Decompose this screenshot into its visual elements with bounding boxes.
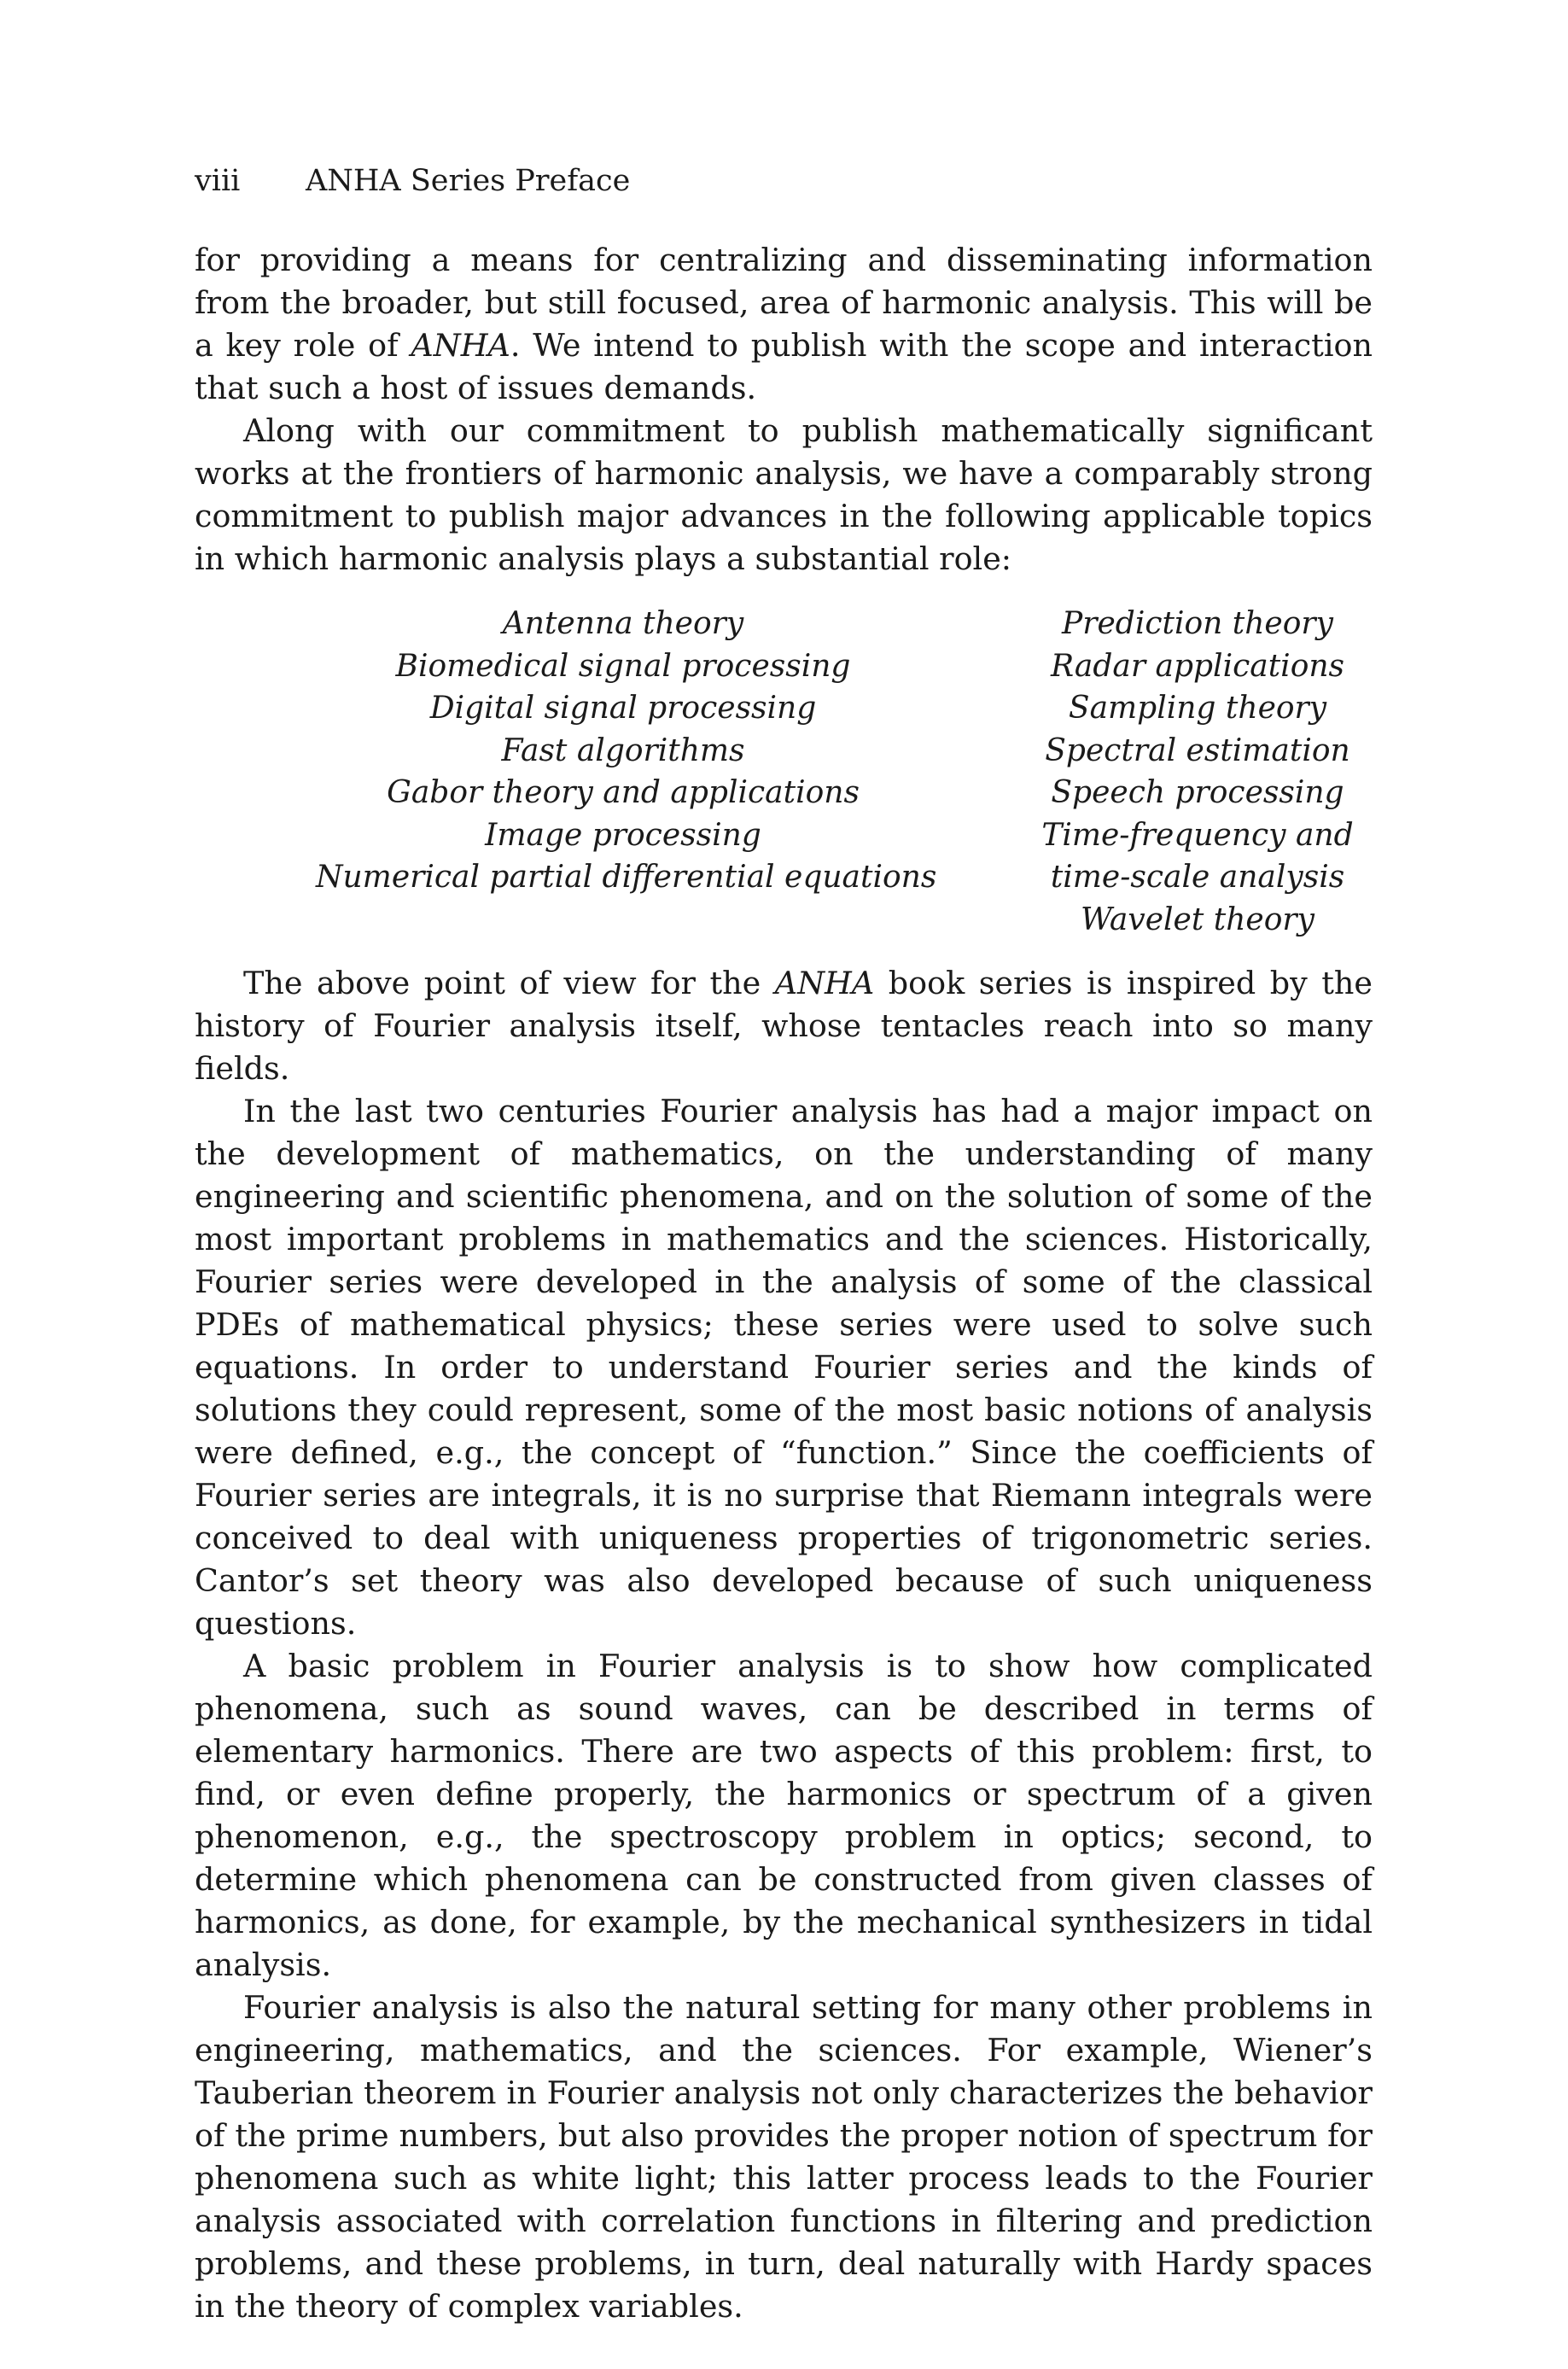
topic-item: Antenna theory (502, 606, 744, 641)
topic-column-right (924, 603, 1471, 941)
topic-item: Speech processing (1051, 775, 1344, 810)
topic-item: Numerical partial differential equations (316, 860, 937, 895)
topic-item: Fast algorithms (501, 732, 745, 768)
topic-item: Radar applications (1050, 648, 1345, 684)
body-text-bottom (195, 962, 1373, 2328)
paragraph-continued (195, 239, 1373, 410)
paragraph-natural-setting: Fourier analysis is also the natural setting for many other problems in engineering, mathematics, and the sciences. For example, Wiener’s Tauberian theorem in Fourier analysis not only characterizes the behavior of the prime numbers, but also provides the proper notion of spectrum for phenomena such as white light; this latter process leads to the Fourier analysis associated with correlation functions in filtering and prediction problems, and these problems, in turn, deal naturally with Hardy spaces in the theory of complex variables. (195, 1989, 1373, 2325)
topic-item: time-scale analysis (1050, 860, 1345, 895)
topic-item: Biomedical signal processing (395, 648, 851, 684)
topic-item: Prediction theory (1062, 606, 1333, 641)
series-name-emphasis: ANHA (774, 965, 875, 1001)
body-text-top (195, 239, 1373, 581)
topic-item: Gabor theory and applications (387, 775, 860, 810)
paragraph-3-text-a: The above point of view for the (243, 965, 775, 1001)
topic-item: Time-frequency and (1041, 817, 1354, 853)
paragraph-basic-problem: A basic problem in Fourier analysis is to show how complicated phenomena, such as sound waves, can be described in terms of elementary harmonics. There are two aspects of this problem: first, to find, or even define properly, the harmonics or spectrum of a given phenomenon, e.g., the spectroscopy problem in optics; second, to determine which phenomena can be constructed from given classes of harmonics, as done, for example, by the mechanical synthesizers in tidal analysis. (195, 1648, 1373, 1983)
topic-item: Spectral estimation (1045, 732, 1350, 768)
running-head-title: ANHA Series Preface (306, 164, 631, 198)
paragraph-1-text-a: for providing a means for centralizing and disseminating information from the broader, but still focused, area of harmonic analysis. This will be a key role of (195, 242, 1373, 364)
topic-item: Digital signal processing (429, 691, 817, 726)
paragraph-3-text-b: book series is inspired by the history of Fourier analysis itself, whose tentacles reach into so many fields. (195, 965, 1373, 1087)
topic-item: Sampling theory (1068, 691, 1327, 726)
running-head (195, 160, 1373, 201)
series-name-emphasis: ANHA (411, 327, 510, 364)
book-page (195, 0, 1373, 2369)
topic-column-left (316, 603, 937, 899)
paragraph-commitment: Along with our commitment to publish mathematically significant works at the frontiers of harmonic analysis, we have a comparably strong commitment to publish major advances in the following applicable topics in which harmonic analysis plays a substantial role: (195, 412, 1373, 577)
topic-item: Image processing (485, 817, 761, 853)
paragraph-history: In the last two centuries Fourier analysis has had a major impact on the development of mathematics, on the understanding of many engineering and scientific phenomena, and on the solution of some of the most important problems in mathematics and the sciences. Historically, Fourier series were developed in the analysis of some of the classical PDEs of mathematical physics; these series were used to solve such equations. In order to understand Fourier series and the kinds of solutions they could represent, some of the most basic notions of analysis were defined, e.g., the concept of “function.” Since the coefficients of Fourier series are integrals, it is no surprise that Riemann integrals were conceived to deal with uniqueness properties of trigonometric series. Cantor’s set theory was also developed because of such uniqueness questions. (195, 1093, 1373, 1642)
paragraph-1-text-b: . We intend to publish with the scope and interaction that such a host of issues demands. (195, 327, 1373, 406)
topic-item: Wavelet theory (1081, 902, 1314, 937)
paragraph-point-of-view (195, 962, 1373, 1090)
page-number: viii (195, 164, 241, 198)
topic-list (195, 603, 1373, 944)
